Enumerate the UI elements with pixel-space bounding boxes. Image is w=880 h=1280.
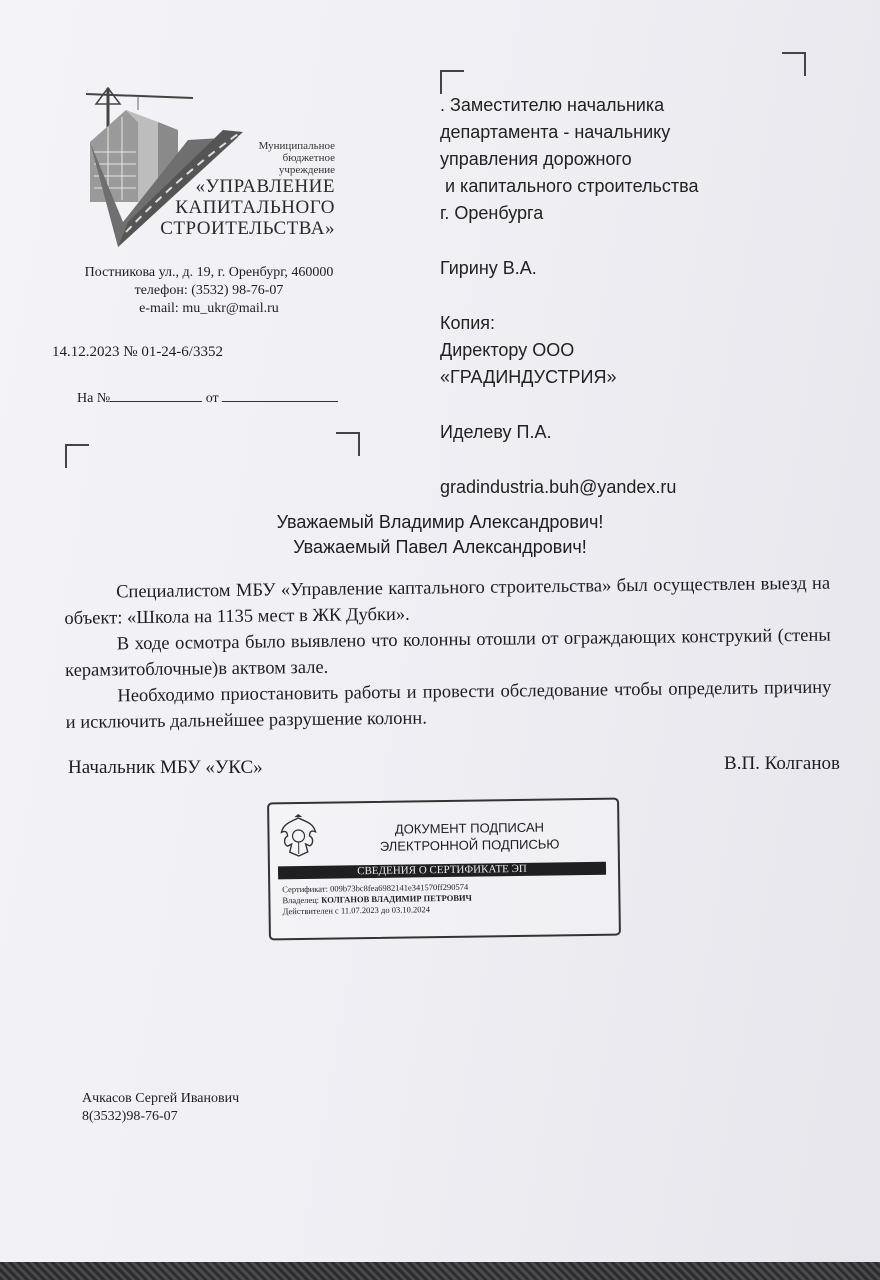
signature-position: Начальник МБУ «УКС» [68,757,263,778]
reference-blank [110,389,202,402]
body-paragraph: В ходе осмотра было выявлено что колонны отошли от ограждающих конструкий (стены керамзитоблочные)в актвом зале. [64,625,831,681]
stamp-certificate-info [282,882,472,918]
logo-name-line: СТРОИТЕЛЬСТВА» [160,218,335,239]
reference-label: На № [77,391,111,406]
copy-position-line: «ГРАДИНДУСТРИЯ» [440,367,617,387]
copy-label: Копия: [440,313,496,333]
logo-caption [150,140,335,239]
stamp-title-line: ЭЛЕКТРОННОЙ ПОДПИСЬЮ [379,836,560,854]
registration-date: 14.12.2023 [52,344,120,360]
addressee-position-line: г. Оренбурга [440,203,544,223]
corner-mark [782,52,806,76]
sender-address: Постникова ул., д. 19, г. Оренбург, 460000 [84,265,334,280]
addressee-position-line: . Заместителю начальника [440,95,665,115]
corner-mark [440,70,464,94]
reference-line [77,389,338,407]
sender-details [64,264,354,318]
logo-type-line: учреждение [278,164,335,176]
addressee-block [440,92,860,501]
stamp-title-line: ДОКУМЕНТ ПОДПИСАН [394,819,545,837]
stamp-title [329,818,609,856]
registration-line [52,344,223,361]
reference-from-label: от [205,391,219,406]
logo-name-line: «УПРАВЛЕНИЕ [195,176,335,197]
greeting-line: Уважаемый Павел Александрович! [293,537,587,557]
registration-number: 01-24-6/3352 [141,344,223,360]
copy-email: gradindustria.buh@yandex.ru [440,477,677,497]
cert-label: Сертификат: [282,883,328,895]
logo-type-line: бюджетное [282,152,335,164]
addressee-name: Гирину В.А. [440,258,537,278]
addressee-position-line: департамента - начальнику [440,122,671,142]
corner-mark [65,444,89,468]
cert-number: 009b73bc8fea6982141e341570ff290574 [329,881,469,894]
coat-of-arms-icon [277,814,320,861]
addressee-position-line: и капитального строительства [440,176,699,196]
owner-name: КОЛГАНОВ ВЛАДИМИР ПЕТРОВИЧ [321,892,472,905]
table-edge [0,1262,880,1280]
sender-email: e-mail: mu_ukr@mail.ru [139,301,279,316]
registration-number-label: № [123,344,138,360]
copy-name: Иделеву П.А. [440,422,552,442]
corner-mark [336,432,360,456]
executor-name: Ачкасов Сергей Иванович [82,1091,240,1106]
signature-name: В.П. Колганов [724,753,840,774]
executor-block [82,1090,239,1126]
logo-name-line: КАПИТАЛЬНОГО [175,197,335,218]
letter-body [64,571,832,736]
body-paragraph: Необходимо приостановить работы и провести обследование чтобы определить причину и исключить дальнейшее разрушение колонн. [65,677,832,733]
sender-phone: телефон: (3532) 98-76-07 [134,283,284,298]
stamp-certificate-header: СВЕДЕНИЯ О СЕРТИФИКАТЕ ЭП [278,862,606,880]
addressee-position-line: управления дорожного [440,149,632,169]
greeting-line: Уважаемый Владимир Александрович! [276,512,604,532]
e-signature-stamp [267,798,621,941]
logo-type-line: Муниципальное [258,140,335,152]
cert-validity: Действителен с 11.07.2023 до 03.10.2024 [282,904,430,917]
executor-phone: 8(3532)98-76-07 [82,1109,178,1124]
body-paragraph: Специалистом МБУ «Управление каптального строительства» был осуществлен выезд на объект: «Школа на 1135 мест в ЖК Дубки». [64,573,831,629]
copy-position-line: Директору ООО [440,340,575,360]
reference-date-blank [222,389,338,402]
greeting [0,510,880,560]
owner-label: Владелец: [282,894,320,906]
